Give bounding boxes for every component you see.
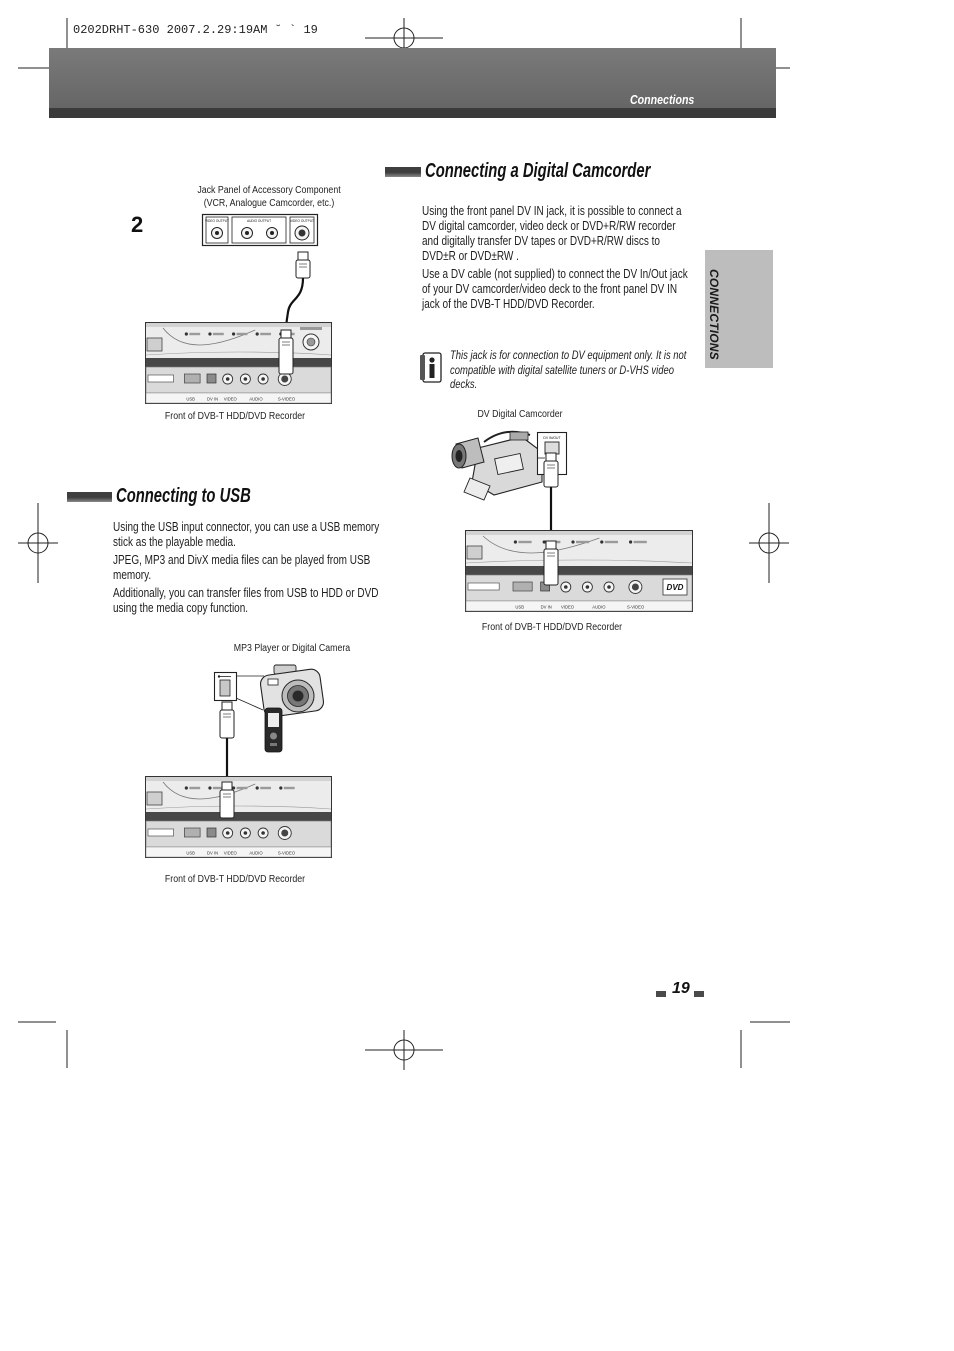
display-window xyxy=(147,338,162,351)
recorder-port-label: USB xyxy=(186,850,195,856)
jack-panel-caption-line2: (VCR, Analogue Camcorder, etc.) xyxy=(203,198,335,209)
camcorder-heading: Connecting a Digital Camcorder xyxy=(425,160,651,182)
svideo-jack-core xyxy=(281,830,288,837)
usb-socket xyxy=(220,680,230,696)
recorder-caption: Front of DVB-T HDD/DVD Recorder xyxy=(481,622,623,633)
control-button xyxy=(185,786,188,789)
control-button xyxy=(185,332,188,335)
output-jack-core xyxy=(245,231,249,235)
svideo-plug-recorder-neck xyxy=(281,330,291,338)
svideo-jack-core xyxy=(281,376,288,383)
camcorder-connection-diagram xyxy=(445,425,700,617)
dvb-t-recorder-front xyxy=(466,531,693,612)
control-button xyxy=(256,786,259,789)
recorder-top-edge xyxy=(146,777,331,781)
recorder-top-edge xyxy=(466,531,692,535)
control-button xyxy=(629,540,632,543)
recorder-port-label: S-VIDEO xyxy=(277,850,296,856)
av-jack-core xyxy=(564,585,568,589)
usb-port xyxy=(184,828,200,837)
recorder-port-label: AUDIO xyxy=(592,604,606,610)
dv-plug-recorder-body xyxy=(544,549,558,585)
av-jack-core xyxy=(226,377,230,381)
note-text: This jack is for connection to DV equipment only. It is not compatible with digital satellite tuners or D-VHS video decks. xyxy=(450,348,687,391)
page-number-bar xyxy=(694,991,704,997)
page-number-bar xyxy=(656,991,666,997)
recorder-caption: Front of DVB-T HDD/DVD Recorder xyxy=(164,411,306,422)
recorder-dark-band xyxy=(146,358,331,367)
dvb-t-recorder-front xyxy=(146,323,332,404)
note-icon-dot xyxy=(429,357,434,362)
callout-line xyxy=(236,698,263,710)
recorder-dark-band xyxy=(146,812,331,821)
usb-connector-callout xyxy=(215,673,237,701)
av-jack-core xyxy=(244,377,248,381)
control-button xyxy=(208,332,211,335)
dv-in-port xyxy=(207,828,216,837)
control-button xyxy=(571,540,574,543)
control-label-mark xyxy=(634,541,647,543)
jack-group-label: VIDEO OUTPUT xyxy=(205,219,229,223)
step-number: 2 xyxy=(131,212,144,237)
control-label-mark xyxy=(189,333,200,335)
note-icon-stem xyxy=(430,364,435,378)
output-jack-core xyxy=(270,231,274,235)
disc-slot xyxy=(468,583,499,590)
dvd-logo-text: DVD xyxy=(666,583,684,592)
recorder-port-label: AUDIO xyxy=(249,396,263,402)
svideo-plug-recorder-body xyxy=(279,338,293,374)
jack-group-label: VIDEO OUTPUT xyxy=(290,219,314,223)
recorder-label-strip xyxy=(466,601,692,611)
output-jack-core xyxy=(215,231,219,235)
control-button xyxy=(600,540,603,543)
control-label-mark xyxy=(260,787,271,789)
av-jack-core xyxy=(261,831,265,835)
mp3-player xyxy=(265,708,282,752)
recorder-label-strip xyxy=(146,847,331,857)
av-jack-core xyxy=(226,831,230,835)
control-button xyxy=(208,786,211,789)
av-jack-core xyxy=(244,831,248,835)
av-jack-core xyxy=(607,585,611,589)
usb-port xyxy=(184,374,200,383)
recorder-lower-panel xyxy=(466,575,692,601)
recorder-port-label: S-VIDEO xyxy=(627,604,645,610)
recorder-dark-band xyxy=(466,566,692,575)
jack-group-label: AUDIO OUTPUT xyxy=(246,219,272,223)
recorder-port-label: AUDIO xyxy=(249,850,263,856)
dv-in-port xyxy=(207,374,216,383)
note-icon-binding xyxy=(420,355,425,380)
camcorder-paragraph: Use a DV cable (not supplied) to connect the DV In/Out jack of your DV camcorder/video deck to the front panel DV IN jack of the DVB-T HDD/DVD Recorder. xyxy=(422,267,688,311)
header-section-title: Connections xyxy=(630,93,695,107)
svideo-plug-top-body xyxy=(296,260,310,278)
usb-paragraph: Using the USB input connector, you can use a USB memory stick as the playable media. xyxy=(113,520,380,549)
camera-flash xyxy=(268,679,278,685)
side-tab-label: CONNECTIONS xyxy=(707,269,721,360)
control-label-mark xyxy=(605,541,618,543)
control-label-mark xyxy=(237,333,248,335)
heading-bar xyxy=(385,167,421,177)
control-label-mark xyxy=(189,787,200,789)
mp3-player-button xyxy=(270,733,277,740)
av-jack-core xyxy=(261,377,265,381)
dv-jack-label: DV IN/OUT xyxy=(543,436,561,440)
print-slug: 0202DRHT-630 2007.2.29:19AM ˘ ` 19 xyxy=(73,23,318,37)
usb-plug-device-neck xyxy=(222,702,232,710)
camcorder-viewfinder xyxy=(510,432,528,440)
recorder-port-label: USB xyxy=(515,604,525,610)
usb-connection-diagram xyxy=(140,660,335,860)
recorder-port-label: DV IN xyxy=(207,850,219,856)
note-icon xyxy=(419,350,443,384)
disc-slot xyxy=(148,375,174,382)
dv-jack-port xyxy=(545,442,559,454)
control-label-mark xyxy=(237,787,248,789)
control-label-mark xyxy=(284,787,295,789)
camcorder-lens-glass xyxy=(456,450,463,462)
usb-body xyxy=(113,520,385,619)
mp3-player-screen xyxy=(268,713,279,727)
jack-panel-caption-line1: Jack Panel of Accessory Component xyxy=(197,185,341,196)
usb-paragraph: Additionally, you can transfer files from USB to HDD or DVD using the media copy function. xyxy=(113,586,379,615)
recorder-port-label: S-VIDEO xyxy=(277,396,296,402)
control-label-mark xyxy=(518,541,531,543)
control-button xyxy=(279,786,282,789)
control-button xyxy=(232,332,235,335)
control-label-mark xyxy=(213,333,224,335)
jack-panel-connection-diagram xyxy=(140,212,340,410)
usb-paragraph: JPEG, MP3 and DivX media files can be played from USB memory. xyxy=(113,553,371,582)
camcorder-paragraph: Using the front panel DV IN jack, it is possible to connect a DV digital camcorder, video deck or DVD+R/RW recorder and digitally transfer DV tapes or DVD+R/RW discs to DVD±R or DVD±RW . xyxy=(422,204,682,263)
usb-plug-recorder-neck xyxy=(222,782,232,790)
recorder-label-strip xyxy=(146,393,331,403)
camera-lens-glass xyxy=(293,691,304,702)
control-button xyxy=(514,540,517,543)
accessory-jack-panel xyxy=(203,215,318,246)
usb-heading: Connecting to USB xyxy=(116,485,251,507)
control-label-mark xyxy=(260,333,271,335)
heading-bar xyxy=(67,492,112,502)
recorder-top-edge xyxy=(146,323,331,327)
control-button xyxy=(256,332,259,335)
camcorder-figure-title: DV Digital Camcorder xyxy=(477,409,563,420)
camcorder-body xyxy=(422,204,694,315)
usb-icon xyxy=(218,675,220,677)
display-window xyxy=(147,792,162,805)
control-label-mark xyxy=(576,541,589,543)
svideo-output-jack-core xyxy=(299,230,306,237)
disc-slot xyxy=(148,829,174,836)
usb-port xyxy=(513,582,532,591)
recorder-port-label: USB xyxy=(186,396,195,402)
recorder-port-label: VIDEO xyxy=(561,604,575,610)
dv-plug-recorder-neck xyxy=(546,541,556,549)
recorder-port-label: VIDEO xyxy=(223,850,237,856)
dv-camcorder xyxy=(452,432,542,500)
control-label-mark xyxy=(300,327,322,330)
control-button xyxy=(543,540,546,543)
av-jack-core xyxy=(586,585,590,589)
svideo-jack-core xyxy=(632,584,639,591)
display-window xyxy=(467,546,482,559)
recorder-port-label: DV IN xyxy=(540,604,552,610)
dvb-t-recorder-front xyxy=(146,777,332,858)
recorder-caption: Front of DVB-T HDD/DVD Recorder xyxy=(164,874,306,885)
mp3-player-button xyxy=(270,743,277,746)
page-number: 19 xyxy=(672,980,690,997)
recorder-port-label: DV IN xyxy=(207,396,219,402)
svideo-plug-top-neck xyxy=(298,252,308,260)
usb-figure-title: MP3 Player or Digital Camera xyxy=(233,643,351,654)
recorder-port-label: VIDEO xyxy=(223,396,237,402)
header-band xyxy=(49,108,776,118)
dv-plug-camcorder-neck xyxy=(546,453,556,461)
front-jack-core xyxy=(307,338,315,346)
